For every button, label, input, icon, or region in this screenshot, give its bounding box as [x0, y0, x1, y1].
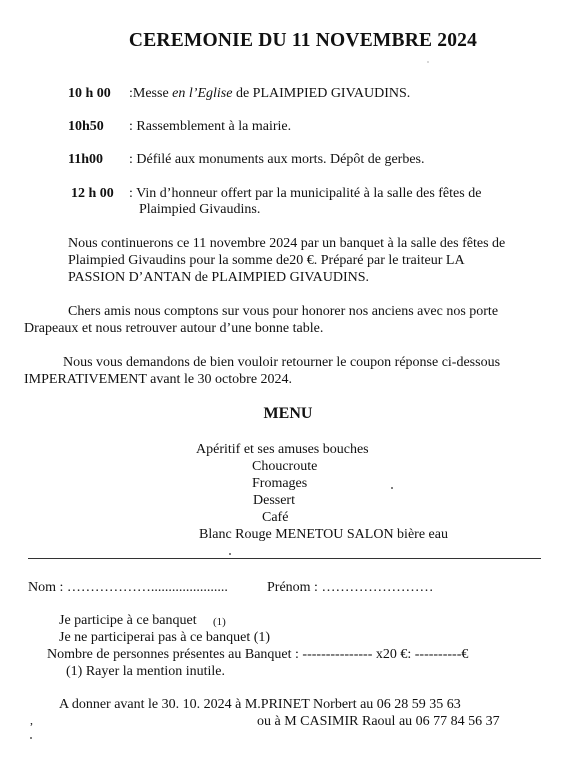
paragraph-amis-line: Drapeaux et nous retrouver autour d’une bonne table. — [24, 321, 324, 336]
participe-label: Je participe à ce banquet — [59, 613, 197, 628]
nombre-personnes-field[interactable]: Nombre de personnes présentes au Banquet : --------------- x20 €: ----------€ — [47, 647, 469, 662]
paragraph-banquet-line: Plaimpied Givaudins pour la somme de20 €. Préparé par le traiteur LA — [68, 253, 465, 268]
contact-line: ou à M CASIMIR Raoul au 06 77 84 56 37 — [257, 714, 500, 729]
prenom-field[interactable]: Prénom : …………………… — [267, 580, 434, 595]
menu-item: Dessert — [253, 493, 295, 508]
speck — [427, 61, 429, 63]
speck — [229, 553, 231, 555]
participe-option[interactable] — [59, 613, 197, 629]
schedule-text — [129, 86, 410, 102]
speck — [391, 487, 393, 489]
speck — [30, 737, 32, 739]
schedule-text-body: Vin d’honneur offert par la municipalité à la salle des fêtes de — [136, 186, 482, 201]
participe-note: (1) — [213, 616, 226, 628]
schedule-text-post: de PLAIMPIED GIVAUDINS. — [232, 86, 411, 101]
schedule-text — [129, 119, 291, 135]
ne-participe-option[interactable]: Je ne participerai pas à ce banquet (1) — [59, 630, 271, 645]
paragraph-coupon-line: IMPERATIVEMENT avant le 30 octobre 2024. — [24, 372, 293, 387]
schedule-text-body: Rassemblement à la mairie. — [136, 119, 292, 134]
page-title: CEREMONIE DU 11 NOVEMBRE 2024 — [128, 30, 478, 51]
schedule-time: 10 h 00 — [68, 86, 111, 101]
schedule-text — [129, 186, 481, 202]
schedule-text-pre: Messe — [132, 86, 173, 101]
schedule-text-continued: Plaimpied Givaudins. — [139, 202, 261, 217]
menu-item: Fromages — [252, 476, 308, 491]
menu-item: Choucroute — [252, 459, 318, 474]
paragraph-coupon-line: Nous vous demandons de bien vouloir retourner le coupon réponse ci-dessous — [63, 355, 501, 370]
menu-item: Café — [262, 510, 289, 525]
paragraph-amis-line: Chers amis nous comptons sur vous pour honorer nos anciens avec nos porte — [68, 304, 499, 319]
schedule-text — [129, 152, 424, 168]
paragraph-banquet-line: Nous continuerons ce 11 novembre 2024 par un banquet à la salle des fêtes de — [68, 236, 506, 251]
schedule-text-italic: en l’Eglise — [172, 86, 233, 101]
schedule-sep: : — [129, 152, 137, 167]
schedule-row — [68, 86, 111, 102]
nom-field[interactable]: Nom : ………………...................... — [28, 580, 228, 595]
contact-line: A donner avant le 30. 10. 2024 à M.PRINET Norbert au 06 28 59 35 63 — [59, 697, 461, 712]
schedule-time: 10h50 — [68, 119, 104, 134]
schedule-sep: : — [129, 119, 137, 134]
paragraph-banquet-line: PASSION D’ANTAN de PLAIMPIED GIVAUDINS. — [68, 270, 370, 285]
menu-item: Blanc Rouge MENETOU SALON bière eau — [199, 527, 448, 542]
schedule-text-body: Défilé aux monuments aux morts. Dépôt de gerbes. — [136, 152, 425, 167]
schedule-sep: : — [129, 86, 133, 101]
schedule-sep: : — [129, 186, 137, 201]
speck: , — [30, 713, 33, 727]
menu-title: MENU — [263, 405, 313, 422]
schedule-time: 12 h 00 — [71, 186, 114, 201]
cut-line-divider — [28, 558, 541, 559]
schedule-time: 11h00 — [68, 152, 104, 167]
rayer-note: (1) Rayer la mention inutile. — [66, 664, 226, 679]
menu-item: Apéritif et ses amuses bouches — [196, 442, 369, 457]
